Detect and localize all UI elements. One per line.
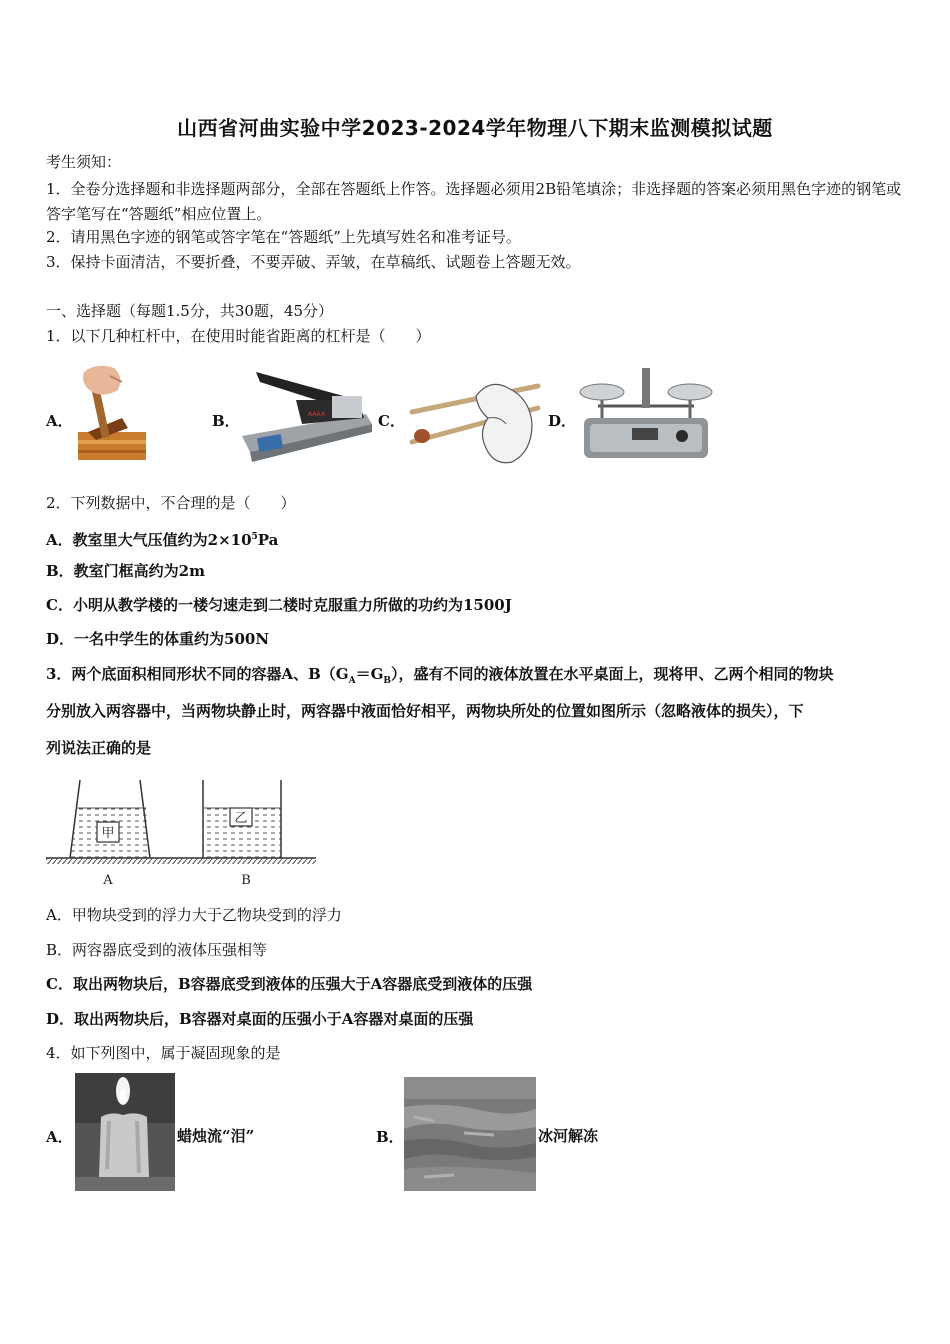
- q1-stem: 1．以下几种杠杆中，在使用时能省距离的杠杆是（ ）: [46, 327, 431, 345]
- balance-scale-image: [576, 362, 716, 464]
- q2-option-c: C．小明从教学楼的一楼匀速走到二楼时克服重力所做的功约为1500J: [46, 596, 512, 614]
- chopsticks-image: [404, 378, 544, 466]
- notice-heading: 考生须知：: [46, 153, 122, 171]
- containers-figure: [46, 776, 318, 890]
- stapler-brand-text: AAAA: [308, 411, 325, 418]
- q3-stem-text-1: 3．两个底面积相同形状不同的容器A、B（G: [46, 665, 349, 683]
- hammer-image: [74, 362, 154, 462]
- q3-stem-line-1: [46, 664, 834, 691]
- q3-option-c: C．取出两物块后，B容器底受到液体的压强大于A容器底受到液体的压强: [46, 975, 533, 993]
- notice-item-3: 3．保持卡面清洁，不要折叠，不要弄破、弄皱，在草稿纸、试题卷上答题无效。: [46, 253, 581, 271]
- section-heading: 一、选择题（每题1.5分，共30题，45分）: [46, 302, 334, 320]
- q3-subscript-a: A: [348, 676, 356, 686]
- notice-item-2: 2．请用黑色字迹的钢笔或答字笔在“答题纸”上先填写姓名和准考证号。: [46, 228, 521, 246]
- container-b-label: B: [241, 873, 251, 888]
- frozen-river-photo: [404, 1077, 536, 1191]
- q3-option-d: D．取出两物块后，B容器对桌面的压强小于A容器对桌面的压强: [46, 1010, 474, 1028]
- q3-stem-line-2: 分别放入两容器中，当两物块静止时，两容器中液面恰好相平，两物块所处的位置如图所示（忽略液体的损失），下: [46, 702, 804, 720]
- block-jia-label: 甲: [101, 826, 115, 841]
- q3-stem-text-2: ），盛有不同的液体放置在水平桌面上，现将甲、乙两个相同的物块: [390, 665, 834, 683]
- q4-option-a-text: 蜡烛流“泪”: [177, 1127, 255, 1145]
- container-a-label: A: [103, 873, 113, 888]
- q2-option-a: [46, 527, 278, 550]
- q4-option-a-label: A．: [46, 1128, 73, 1146]
- q2-option-d: D．一名中学生的体重约为500N: [46, 630, 270, 648]
- q3-option-b: B．两容器底受到的液体压强相等: [46, 941, 268, 959]
- q2-option-b: B．教室门框高约为2m: [46, 562, 205, 580]
- block-yi-label: 乙: [234, 811, 248, 826]
- candle-photo: [75, 1073, 175, 1191]
- q2-option-a-unit: Pa: [257, 531, 279, 549]
- q4-option-b-label: B．: [376, 1128, 404, 1146]
- stapler-image: [236, 366, 378, 466]
- q2-option-a-exponent: 5: [251, 532, 258, 542]
- q2-option-a-text: A．教室里大气压值约为2×10: [46, 531, 252, 549]
- q1-option-c-label: C．: [378, 412, 405, 430]
- q4-option-b-text: 冰河解冻: [538, 1127, 599, 1145]
- q1-option-b-label: B．: [212, 412, 240, 430]
- q1-option-a-label: A．: [46, 412, 73, 430]
- q2-stem: 2．下列数据中，不合理的是（ ）: [46, 494, 296, 512]
- page-title: 山西省河曲实验中学2023-2024学年物理八下期末监测模拟试题: [177, 116, 773, 140]
- q3-equals: ＝G: [355, 665, 384, 683]
- q1-option-d-label: D．: [548, 412, 577, 430]
- q3-stem-line-3: 列说法正确的是: [46, 739, 152, 757]
- q4-stem: 4．如下列图中，属于凝固现象的是: [46, 1044, 281, 1062]
- notice-item-1: 1．全卷分选择题和非选择题两部分，全部在答题纸上作答。选择题必须用2B铅笔填涂；非选择题的答案必须用黑色字迹的钢笔或答字笔写在“答题纸”相应位置上。: [46, 180, 902, 223]
- q3-option-a: A．甲物块受到的浮力大于乙物块受到的浮力: [46, 906, 342, 924]
- q3-subscript-b: B: [383, 676, 391, 686]
